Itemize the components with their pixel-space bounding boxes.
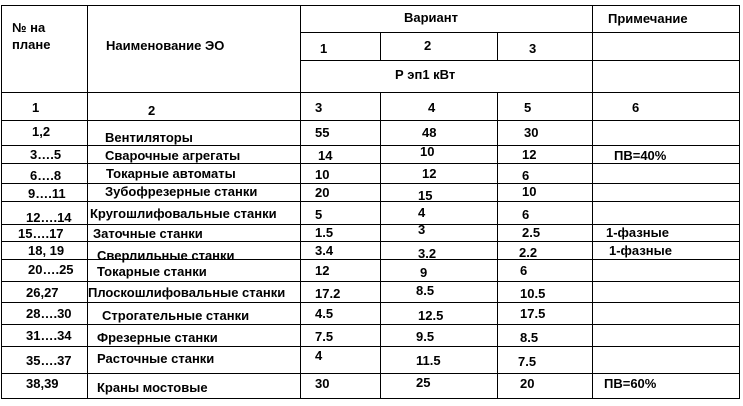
row-v3: 6 [522, 168, 530, 183]
row-v2: 3.2 [418, 246, 437, 261]
row-note: 1-фазные [609, 243, 672, 258]
rule-row [1, 302, 739, 303]
header-name: Наименование ЭО [106, 38, 225, 53]
rule-top [1, 5, 739, 6]
row-name: Сварочные агрегаты [105, 148, 241, 163]
row-note: ПВ=40% [614, 148, 667, 163]
row-name: Вентиляторы [105, 130, 193, 145]
col-rule [87, 5, 88, 399]
row-v3: 30 [524, 125, 539, 140]
rule-row [1, 281, 739, 282]
rule-bottom [1, 398, 739, 399]
row-v1: 30 [315, 376, 330, 391]
row-v2: 10 [420, 144, 435, 159]
row-v1: 1.5 [315, 225, 334, 240]
variant-3: 3 [529, 41, 537, 56]
rule-row [1, 324, 739, 325]
row-name: Расточные станки [97, 351, 215, 366]
row-v3: 2.5 [522, 225, 541, 240]
row-num: 6….8 [30, 168, 62, 183]
row-name: Фрезерные станки [97, 330, 218, 345]
col-rule [300, 5, 301, 399]
row-v2: 3 [418, 222, 426, 237]
rule-row [1, 201, 739, 202]
rule-colnums [1, 120, 739, 121]
row-v2: 9.5 [416, 329, 435, 344]
row-num: 1,2 [32, 124, 51, 139]
rule-variant [300, 32, 739, 33]
rule-row [1, 145, 739, 146]
row-v2: 15 [418, 188, 433, 203]
row-v3: 8.5 [520, 330, 539, 345]
col-number: 6 [632, 100, 640, 115]
row-v2: 8.5 [416, 283, 435, 298]
row-note: ПВ=60% [604, 376, 657, 391]
col-number: 5 [524, 100, 532, 115]
header-note: Примечание [608, 11, 688, 26]
row-num: 35….37 [26, 353, 72, 368]
rule-variant-nums [300, 60, 739, 61]
row-name: Кругошлифовальные станки [90, 206, 277, 221]
row-v2: 48 [422, 125, 437, 140]
header-variant: Вариант [404, 10, 458, 25]
row-name: Краны мостовые [97, 380, 208, 395]
row-v2: 9 [420, 265, 428, 280]
row-name: Токарные автоматы [106, 166, 236, 181]
col-rule [592, 5, 593, 399]
row-v2: 12 [422, 166, 437, 181]
row-name: Зубофрезерные станки [105, 184, 258, 199]
row-num: 12….14 [26, 210, 72, 225]
row-name: Плоскошлифовальные станки [88, 285, 286, 300]
col-number: 1 [32, 100, 40, 115]
row-v3: 10.5 [520, 286, 546, 301]
row-v3: 7.5 [518, 354, 537, 369]
col-rule [380, 92, 381, 399]
row-v3: 12 [522, 147, 537, 162]
row-v3: 20 [520, 376, 535, 391]
row-num: 9….11 [28, 186, 66, 201]
row-num: 26,27 [26, 285, 59, 300]
rule-row [1, 163, 739, 164]
row-v1: 5 [315, 207, 323, 222]
row-v3: 17.5 [520, 306, 546, 321]
row-v1: 7.5 [315, 329, 334, 344]
rule-row [1, 346, 739, 347]
row-num: 38,39 [26, 376, 59, 391]
row-name: Заточные станки [93, 226, 203, 241]
row-v3: 6 [522, 207, 530, 222]
row-v3: 6 [520, 263, 528, 278]
row-v2: 12.5 [418, 308, 444, 323]
row-v2: 11.5 [416, 353, 441, 368]
rule-row [1, 373, 739, 374]
rule-header-bottom [1, 92, 739, 93]
col-number: 4 [428, 100, 436, 115]
rule-row [1, 241, 739, 242]
row-v1: 14 [318, 148, 333, 163]
row-num: 20….25 [28, 262, 74, 277]
col-rule [739, 5, 740, 399]
row-name: Токарные станки [97, 264, 207, 279]
row-name: Строгательные станки [102, 308, 250, 323]
header-power: Р эп1 кВт [395, 67, 456, 82]
row-v3: 10 [522, 184, 537, 199]
row-v2: 25 [416, 375, 431, 390]
row-v3: 2.2 [519, 245, 538, 260]
row-v1: 4 [315, 348, 323, 363]
row-num: 28….30 [26, 306, 72, 321]
header-num-line2: плане [12, 37, 51, 52]
row-v1: 10 [315, 167, 330, 182]
row-v1: 17.2 [315, 286, 341, 301]
variant-1: 1 [320, 41, 328, 56]
row-v1: 12 [315, 263, 330, 278]
row-note: 1-фазные [606, 225, 669, 240]
col-rule [380, 32, 381, 61]
col-number: 3 [315, 100, 323, 115]
row-num: 15….17 [18, 226, 64, 241]
row-num: 18, 19 [28, 243, 65, 258]
col-rule [1, 5, 2, 399]
row-v1: 3.4 [315, 243, 334, 258]
variant-2: 2 [424, 38, 432, 53]
row-v1: 20 [315, 185, 330, 200]
col-rule [497, 92, 498, 399]
header-num-line1: № на [12, 20, 46, 35]
row-num: 3….5 [30, 147, 62, 162]
row-v1: 4.5 [315, 306, 334, 321]
row-v1: 55 [315, 125, 330, 140]
col-rule [497, 32, 498, 61]
row-name: Сверлильные станки [97, 248, 235, 263]
col-number: 2 [148, 103, 156, 118]
row-num: 31….34 [26, 328, 72, 343]
row-v2: 4 [418, 205, 426, 220]
